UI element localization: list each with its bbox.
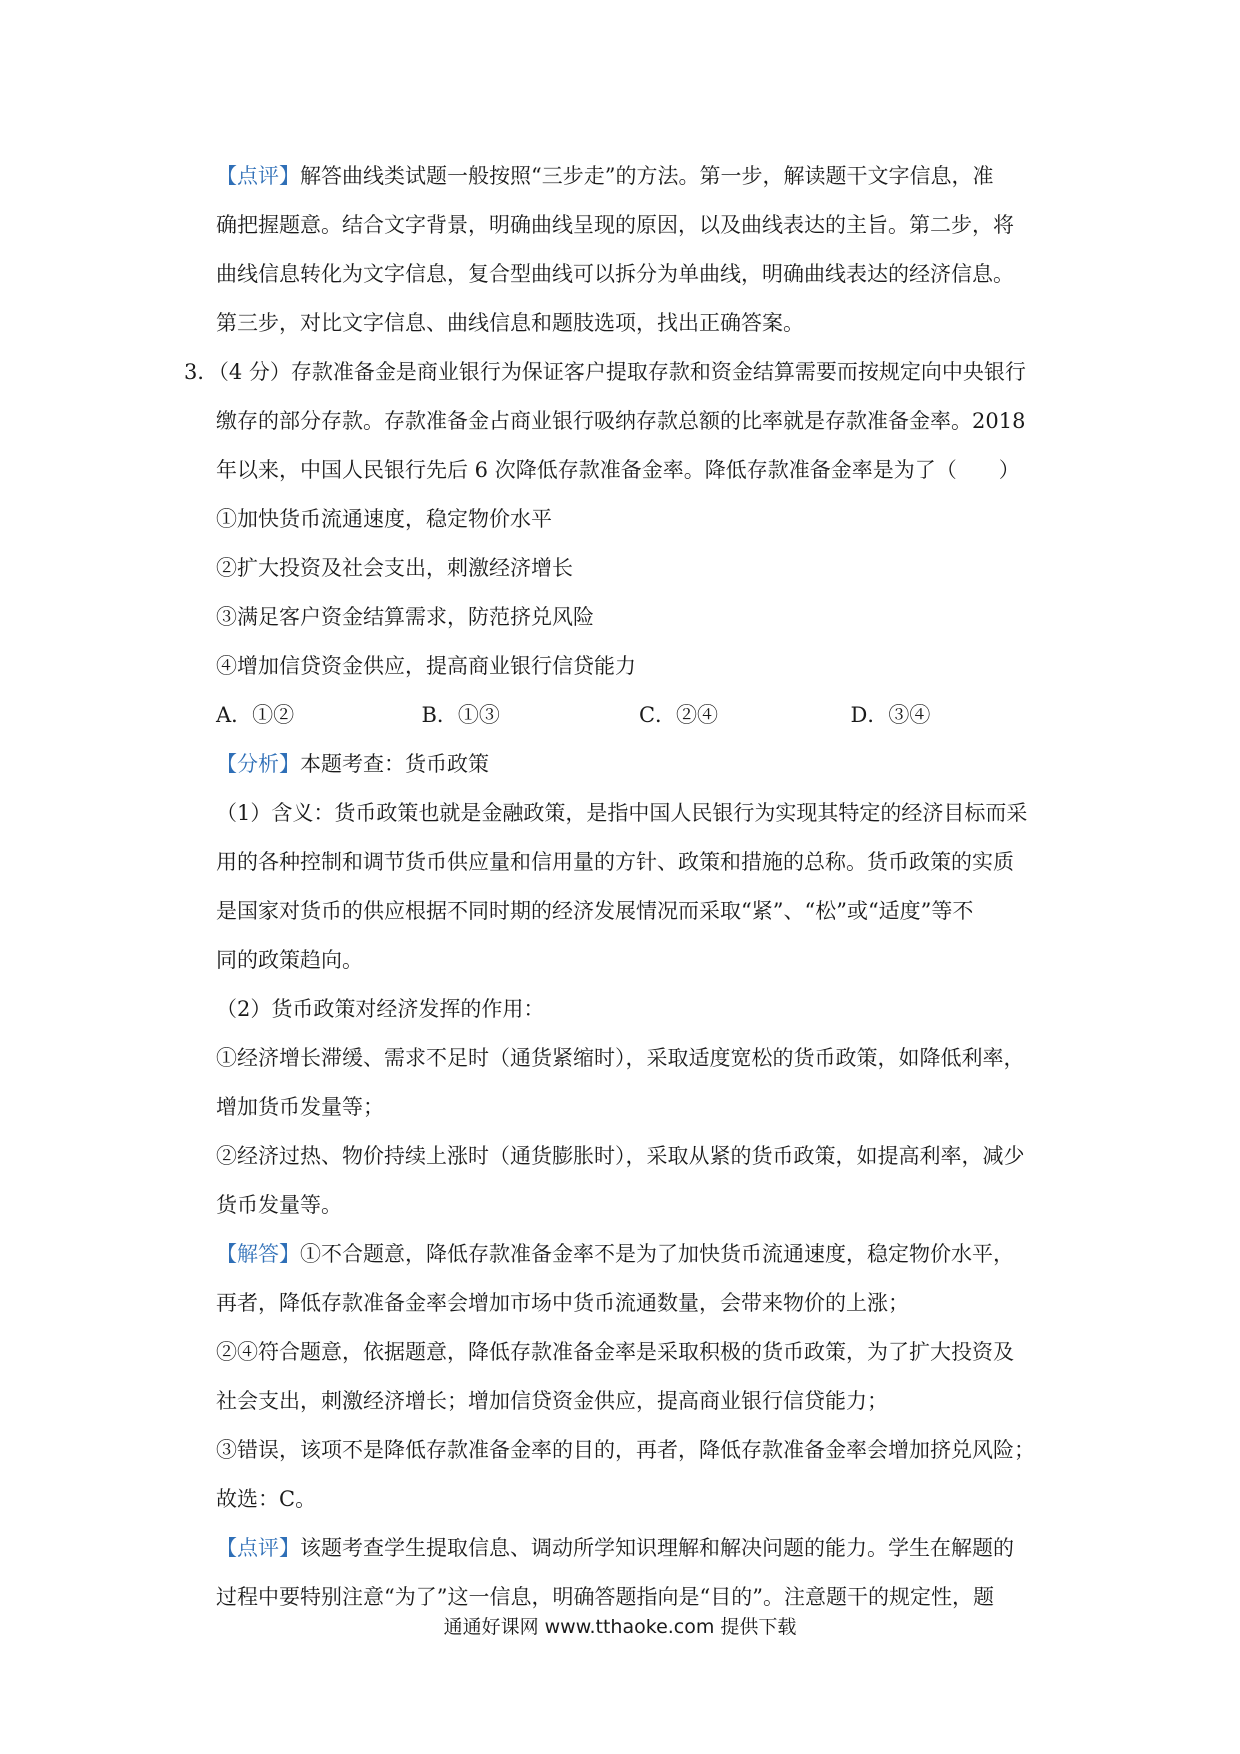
choice-a: A．①② bbox=[216, 703, 295, 727]
question-item: ①加快货币流通速度，稳定物价水平 bbox=[216, 507, 552, 531]
comment-line: 曲线信息转化为文字信息，复合型曲线可以拆分为单曲线，明确曲线表达的经济信息。 bbox=[216, 262, 1014, 286]
comment-tag: 【点评】 bbox=[216, 1536, 300, 1560]
analysis-line: （2）货币政策对经济发挥的作用： bbox=[216, 997, 545, 1021]
answer-line: ③错误，该项不是降低存款准备金率的目的，再者，降低存款准备金率会增加挤兑风险； bbox=[216, 1438, 1035, 1462]
answer-line bbox=[216, 1230, 1050, 1279]
question-item: ④增加信贷资金供应，提高商业银行信贷能力 bbox=[216, 654, 636, 678]
analysis-line bbox=[216, 740, 1050, 789]
answer-line: ②④符合题意，依据题意，降低存款准备金率是采取积极的货币政策，为了扩大投资及 bbox=[216, 1340, 1014, 1364]
analysis-text: 本题考查：货币政策 bbox=[300, 752, 489, 776]
analysis-line: 是国家对货币的供应根据不同时期的经济发展情况而采取“紧”、“松”或“适度”等不 bbox=[216, 899, 974, 923]
answer-text: ①不合题意，降低存款准备金率不是为了加快货币流通速度，稳定物价水平， bbox=[300, 1242, 1014, 1266]
comment-line: 第三步，对比文字信息、曲线信息和题肢选项，找出正确答案。 bbox=[216, 311, 804, 335]
page-footer: 通通好课网 www.tthaoke.com 提供下载 bbox=[443, 1616, 797, 1638]
choice-c: C．②④ bbox=[638, 703, 719, 727]
analysis-line: ②经济过热、物价持续上涨时（通货膨胀时），采取从紧的货币政策，如提高利率，减少 bbox=[216, 1144, 1025, 1168]
choice-d: D．③④ bbox=[850, 703, 931, 727]
answer-choices bbox=[216, 691, 1050, 740]
question-stem-line: 年以来，中国人民银行先后 6 次降低存款准备金率。降低存款准备金率是为了（ ） bbox=[216, 458, 1020, 482]
question-stem: 3．（4 分）存款准备金是商业银行为保证客户提取存款和资金结算需要而按规定向中央银行 bbox=[184, 360, 1026, 384]
question-item: ②扩大投资及社会支出，刺激经济增长 bbox=[216, 556, 573, 580]
analysis-tag: 【分析】 bbox=[216, 752, 300, 776]
analysis-line: 货币发量等。 bbox=[216, 1193, 342, 1217]
comment-line bbox=[216, 1524, 1050, 1573]
answer-line: 故选：C。 bbox=[216, 1487, 317, 1511]
analysis-line: ①经济增长滞缓、需求不足时（通货紧缩时），采取适度宽松的货币政策，如降低利率， bbox=[216, 1046, 1025, 1070]
analysis-line: 用的各种控制和调节货币供应量和信用量的方针、政策和措施的总称。货币政策的实质 bbox=[216, 850, 1014, 874]
analysis-line: 同的政策趋向。 bbox=[216, 948, 363, 972]
answer-tag: 【解答】 bbox=[216, 1242, 300, 1266]
comment-line bbox=[216, 152, 1050, 201]
choice-b: B．①③ bbox=[421, 703, 500, 727]
comment-text: 解答曲线类试题一般按照“三步走”的方法。第一步，解读题干文字信息，准 bbox=[300, 164, 994, 188]
analysis-line: 增加货币发量等； bbox=[216, 1095, 384, 1119]
document-body bbox=[184, 152, 1050, 1622]
comment-line: 确把握题意。结合文字背景，明确曲线呈现的原因，以及曲线表达的主旨。第二步，将 bbox=[216, 213, 1014, 237]
question-item: ③满足客户资金结算需求，防范挤兑风险 bbox=[216, 605, 594, 629]
answer-line: 社会支出，刺激经济增长；增加信贷资金供应，提高商业银行信贷能力； bbox=[216, 1389, 888, 1413]
question-stem-line: 缴存的部分存款。存款准备金占商业银行吸纳存款总额的比率就是存款准备金率。2018 bbox=[216, 409, 1026, 433]
comment-tag: 【点评】 bbox=[216, 164, 300, 188]
answer-line: 再者，降低存款准备金率会增加市场中货币流通数量，会带来物价的上涨； bbox=[216, 1291, 909, 1315]
comment-line: 过程中要特别注意“为了”这一信息，明确答题指向是“目的”。注意题干的规定性，题 bbox=[216, 1585, 994, 1609]
analysis-line: （1）含义：货币政策也就是金融政策，是指中国人民银行为实现其特定的经济目标而采 bbox=[216, 801, 1028, 825]
comment-text: 该题考查学生提取信息、调动所学知识理解和解决问题的能力。学生在解题的 bbox=[300, 1536, 1014, 1560]
